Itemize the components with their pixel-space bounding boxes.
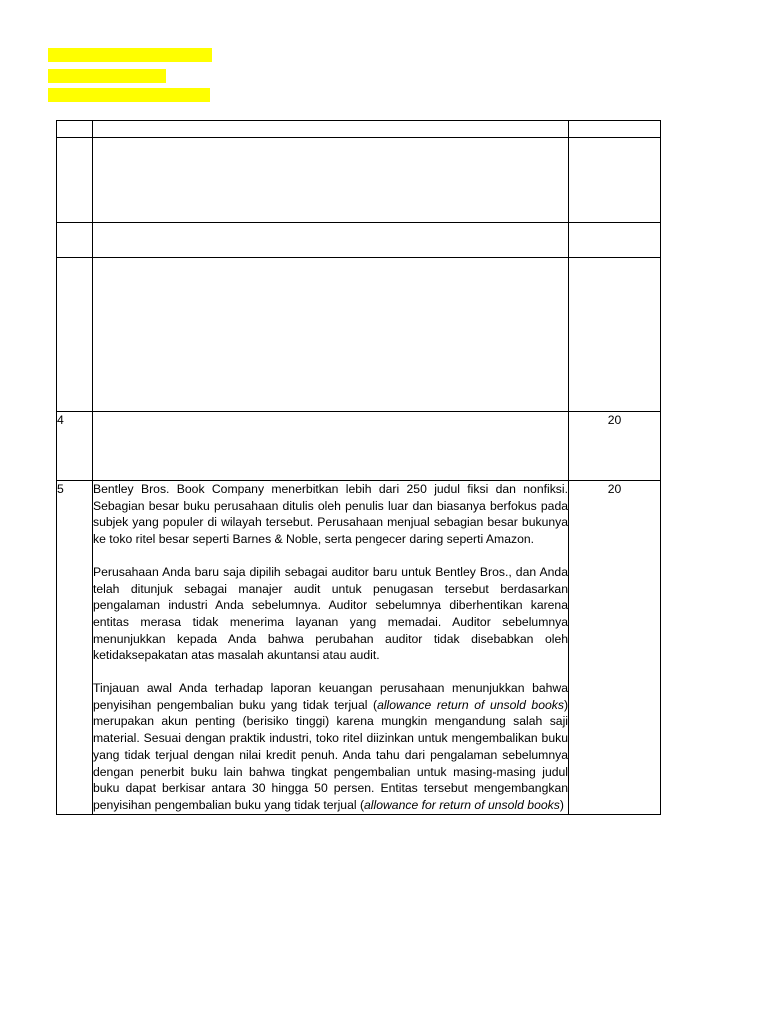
score-cell: 20 xyxy=(569,412,661,481)
paragraph-3-term-2: allowance for return of unsold books xyxy=(364,797,560,812)
score-cell xyxy=(569,223,661,258)
row-number: 4 xyxy=(57,412,93,481)
question-paragraph-1: Bentley Bros. Book Company menerbitkan lebih dari 250 judul fiksi dan nonfiksi. Sebagian besar buku perusahaan ditulis oleh penulis luar dan biasanya berfokus pada subjek yang populer di wilayah tersebut. Perusahaan menjual sebagian besar bukunya ke toko ritel besar seperti Barnes & Noble, serta pengecer daring seperti Amazon. xyxy=(93,482,568,547)
question-table xyxy=(56,120,661,815)
row-number xyxy=(57,121,93,138)
highlighted-line-2 xyxy=(48,69,166,83)
table-row-header xyxy=(57,121,661,138)
question-paragraph-3 xyxy=(93,680,568,814)
table-row-4 xyxy=(57,412,661,481)
question-cell xyxy=(93,481,569,815)
question-cell xyxy=(93,258,569,412)
score-cell: 20 xyxy=(569,481,661,815)
table-row-5 xyxy=(57,481,661,815)
question-cell xyxy=(93,412,569,481)
paragraph-3-text-b: ) merupakan akun penting (berisiko tinggi) karena mungkin mengandung salah saji material. Sesuai dengan praktik industri, toko ritel diizinkan untuk mengembalikan buku yang tidak terjual dengan nilai kredit penuh. Anda tahu dari pengalaman sebelumnya dengan penerbit buku lain bahwa tingkat pengembalian untuk masing-masing judul buku dapat berkisar antara 30 hingga 50 persen. Entitas tersebut mengembangkan penyisihan pengembalian buku yang tidak terjual ( xyxy=(93,697,569,812)
row-number: 5 xyxy=(57,481,93,815)
highlighted-line-1 xyxy=(48,48,212,62)
row-number xyxy=(57,223,93,258)
score-cell xyxy=(569,258,661,412)
table-row xyxy=(57,138,661,223)
table-row xyxy=(57,258,661,412)
paragraph-3-term-1: allowance return of unsold books xyxy=(377,697,564,712)
paragraph-3-text-c: ) xyxy=(559,797,564,812)
score-cell xyxy=(569,121,661,138)
paragraph-3-text-a: Tinjauan awal Anda terhadap laporan keuangan perusahaan menunjukkan bahwa penyisihan pengembalian buku yang tidak terjual ( xyxy=(93,681,568,712)
table-row xyxy=(57,223,661,258)
question-cell xyxy=(93,138,569,223)
row-number xyxy=(57,138,93,223)
question-cell xyxy=(93,223,569,258)
question-paragraph-2: Perusahaan Anda baru saja dipilih sebagai auditor baru untuk Bentley Bros., dan Anda telah ditunjuk sebagai manajer audit untuk penugasan tersebut berdasarkan pengalaman industri Anda sebelumnya. Auditor sebelumnya diberhentikan karena entitas merasa tidak menerima layanan yang memadai. Auditor sebelumnya menunjukkan kepada Anda bahwa perubahan auditor tidak disebabkan oleh ketidaksepakatan atas masalah akuntansi atau audit. xyxy=(93,564,568,663)
score-cell xyxy=(569,138,661,223)
row-number xyxy=(57,258,93,412)
highlighted-line-3 xyxy=(48,88,210,102)
question-cell xyxy=(93,121,569,138)
